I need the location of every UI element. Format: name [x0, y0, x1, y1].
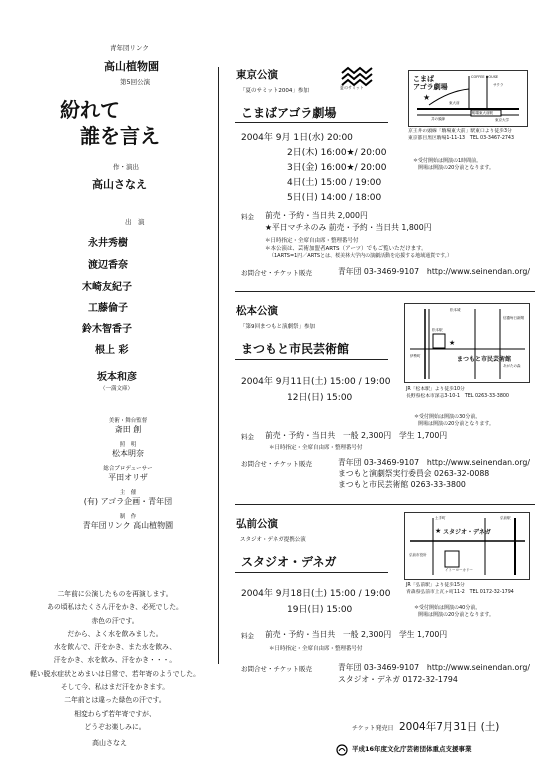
- cast-member: 渡辺香奈: [88, 260, 128, 271]
- tokyo-note: ＊受付開始は開演の1時間前。: [413, 158, 482, 164]
- poem-line: どうぞお楽しみに。: [84, 722, 146, 731]
- credit-role: 照 明: [119, 442, 137, 448]
- hirosaki-label: 弘前公演: [236, 518, 278, 530]
- tokyo-date-row: 2日(木) 16:00★/ 20:00: [287, 148, 387, 158]
- tokyo-date-row: 2004年 9月 1日(水) 20:00: [241, 133, 353, 143]
- map-label: 弘前駅: [500, 516, 511, 520]
- hirosaki-price-note: ＊日時指定・全席自由席・整理番号付: [269, 646, 363, 652]
- guest-affiliation: （一満文庫）: [100, 386, 134, 392]
- matsumoto-venue-underline: [235, 359, 388, 360]
- matsumoto-contact: まつもと市民芸術館 0263-33-3800: [338, 480, 466, 489]
- tokyo-contact-label: お問合せ・チケット販売: [241, 269, 312, 277]
- matsumoto-contact: まつもと演劇祭実行委員会 0263-32-0088: [338, 469, 490, 478]
- credit-name: 松本明奈: [112, 449, 144, 458]
- hirosaki-date-row: 2004年 9月18日(土) 15:00 / 19:00: [241, 589, 391, 599]
- map-label: 松本駅: [432, 328, 443, 332]
- ticket-release-date: 2004年7月31日 (土): [399, 721, 500, 733]
- hirosaki-venue-underline: [235, 572, 388, 573]
- poem-line: そして今、私はまだ汗をかきます。: [60, 683, 170, 692]
- matsumoto-venue: まつもと市民芸術館: [241, 342, 350, 356]
- map-label: 井の頭線: [431, 117, 445, 121]
- star-icon: ★: [435, 527, 442, 535]
- map-label: COFFEE HOUSE: [471, 75, 499, 79]
- matsumoto-address: 長野県松本市深志3-10-1 TEL 0263-33-3800: [406, 394, 509, 399]
- matsumoto-label: 松本公演: [236, 305, 278, 317]
- tokyo-price-note: ＊本公演は、芸術加盟者ARTS（アーツ）でもご覧いただけます。: [265, 246, 427, 252]
- poem-line: 汗をかき、水を飲み、汗をかき・・・。: [53, 656, 177, 665]
- hirosaki-contact: スタジオ・デネガ 0172-32-1794: [338, 675, 458, 684]
- map-label: 駒場東大前駅: [472, 111, 493, 115]
- credit-name: (有) アゴラ企画・青年団: [83, 497, 173, 506]
- support-text: 平成16年度文化庁芸術団体重点支援事業: [352, 745, 472, 753]
- cast-member: 工藤倫子: [88, 303, 128, 314]
- cast-header: 出 演: [125, 218, 145, 226]
- section-divider: [235, 291, 535, 292]
- poem-line: 水を飲んで、汗をかき、また水を飲み、: [53, 643, 177, 652]
- map-label: 弘前市役所: [409, 553, 427, 557]
- matsumoto-map: [404, 303, 530, 383]
- tokyo-festival: 「夏のサミット2004」参加: [240, 88, 309, 94]
- author-role: 作・演出: [113, 163, 139, 171]
- guest-cast-name: 坂本和彦: [97, 372, 137, 383]
- hirosaki-price-label: 料金: [241, 632, 254, 640]
- tokyo-address: 東京都目黒区駒場1-11-13 TEL 03-3467-2743: [408, 136, 515, 141]
- tokyo-date-row: 4日(土) 15:00 / 19:00: [287, 178, 382, 188]
- matsumoto-note: 開場は開演の20分前となります。: [418, 421, 494, 427]
- hirosaki-contact[interactable]: 青年団 03-3469-9107 http://www.seinendan.org/: [338, 663, 530, 672]
- map-label: 東京大学: [495, 118, 509, 122]
- hirosaki-note: 開場は開演の20分前となります。: [418, 612, 494, 618]
- credit-role: 制 作: [119, 514, 137, 520]
- agency-logo: [336, 741, 348, 753]
- credit-name: 平田オリザ: [108, 473, 148, 482]
- cast-member: 鈴木智香子: [82, 324, 132, 335]
- poem-line: あの頃私はたくさん汗をかき、必死でした。: [47, 603, 183, 612]
- hirosaki-address: 青森県弘前市上瓦ヶ町11-2 TEL 0172-32-1794: [406, 590, 514, 595]
- company-name: 青年団リンク: [110, 44, 149, 52]
- map-label: あがたの森: [503, 364, 521, 368]
- agency-logo-icon: [336, 744, 348, 756]
- matsumoto-access: JR「松本駅」より徒歩10分: [406, 387, 465, 392]
- credit-role: 美術・舞台監督: [108, 418, 148, 424]
- tokyo-price-note: ＊日時指定・全席自由席・整理番号付: [265, 238, 359, 244]
- poem-block: [20, 588, 210, 734]
- tokyo-venue-underline: [235, 122, 388, 123]
- play-title-line2: 誰を言え: [80, 124, 160, 148]
- map-label: 信濃毎日新聞: [503, 316, 524, 320]
- tokyo-access: 京王井の頭線「駒場東大前」駅東口より徒歩3分: [408, 129, 512, 134]
- credit-name: 青年団リンク 高山植物園: [82, 521, 174, 530]
- matsumoto-date-row: 2004年 9月11日(土) 15:00 / 19:00: [241, 377, 391, 387]
- tokyo-label: 東京公演: [236, 69, 278, 81]
- tokyo-venue: こまばアゴラ劇場: [241, 106, 337, 120]
- hirosaki-map: [404, 512, 530, 580]
- tokyo-price: ★平日マチネのみ 前売・予約・当日共 1,800円: [265, 223, 432, 232]
- map-label: 東大前: [449, 101, 460, 105]
- map-label: イトーヨーカドー: [445, 568, 473, 572]
- summit-logo: [340, 66, 376, 92]
- hirosaki-festival: スタジオ・デネガ提携公演: [240, 537, 306, 543]
- hirosaki-map-venue: スタジオ・デネガ: [443, 529, 491, 536]
- matsumoto-festival: 「第9回まつもと演劇祭」参加: [240, 324, 316, 330]
- tokyo-note: 開場は開演の20分前となります。: [418, 165, 494, 171]
- tokyo-map-venue: こまば アゴラ劇場: [413, 75, 448, 91]
- tokyo-date-row: 3日(金) 16:00★/ 20:00: [287, 163, 387, 173]
- tokyo-contact[interactable]: 青年団 03-3469-9107 http://www.seinendan.org/: [338, 267, 530, 276]
- poem-line: 相変わらず若年寄ですが、: [74, 709, 156, 718]
- cast-member: 永井秀樹: [88, 238, 128, 249]
- map-label: 土手町: [435, 516, 446, 520]
- tokyo-price: 前売・予約・当日共 2,000円: [265, 211, 368, 220]
- star-icon: ★: [449, 339, 456, 347]
- cast-member: 木崎友紀子: [82, 282, 132, 293]
- credit-role: 総合プロデューサー: [103, 466, 153, 472]
- troupe-name: 高山植物園: [104, 60, 159, 73]
- poem-line: 赤色の汗です。: [91, 616, 139, 625]
- tokyo-price-note: （1ARTS=1円／ARTSとは、桜美林大学内の演劇活動を応援する地域通貨です。）: [269, 253, 453, 259]
- map-label: 松本城: [450, 308, 461, 312]
- matsumoto-price-note: ＊日時指定・全席自由席・整理番号付: [269, 445, 363, 451]
- hirosaki-date-row: 19日(日) 15:00: [287, 605, 353, 615]
- hirosaki-contact-label: お問合せ・チケット販売: [241, 665, 312, 673]
- credit-name: 斎田 創: [114, 425, 142, 434]
- summit-logo-text: 夏のサミット: [340, 85, 364, 90]
- matsumoto-contact[interactable]: 青年団 03-3469-9107 http://www.seinendan.org/: [338, 458, 530, 467]
- poem-signature: 高山さなえ: [92, 739, 127, 747]
- tokyo-map: [408, 70, 528, 127]
- poem-line: 軽い脱水症状とめまいは日常で、若年寄のようでした。: [30, 669, 200, 678]
- hirosaki-note: ＊受付開始は開演の40分前。: [414, 605, 481, 611]
- matsumoto-price: 前売・予約・当日共 一般 2,300円 学生 1,700円: [265, 431, 448, 440]
- star-icon: ★: [423, 93, 431, 102]
- credit-role: 主 催: [119, 490, 137, 496]
- poem-line: だから、よく水を飲みました。: [67, 629, 163, 638]
- map-label: 伊勢町: [410, 354, 421, 358]
- matsumoto-date-row: 12日(日) 15:00: [287, 393, 353, 403]
- column-divider: [218, 67, 219, 664]
- hirosaki-access: JR「弘前駅」より徒歩15分: [406, 583, 465, 588]
- section-divider: [235, 504, 535, 505]
- hirosaki-price: 前売・予約・当日共 一般 2,300円 学生 1,700円: [265, 630, 448, 639]
- cast-member: 根上 彩: [95, 345, 129, 356]
- play-title-line1: 紛れて: [60, 98, 120, 122]
- tokyo-date-row: 5日(日) 14:00 / 18:00: [287, 193, 382, 203]
- credits-block: [58, 416, 198, 531]
- hirosaki-venue: スタジオ・デネガ: [241, 555, 337, 569]
- map-label: サクラ: [493, 83, 504, 87]
- poem-line: 二年前とは違った緑色の汗です。: [64, 696, 166, 705]
- author-name: 高山さなえ: [92, 178, 147, 191]
- matsumoto-map-venue: まつもと市民芸術館: [457, 356, 512, 363]
- tokyo-price-label: 料金: [241, 213, 254, 221]
- edition-label: 第5回公演: [120, 78, 151, 86]
- matsumoto-note: ＊受付開始は開演の30分前。: [414, 414, 481, 420]
- matsumoto-price-label: 料金: [241, 433, 254, 441]
- ticket-release-label: チケット発売日: [352, 725, 394, 732]
- matsumoto-contact-label: お問合せ・チケット販売: [241, 460, 312, 468]
- poem-line: 二年前に公演したものを再演します。: [57, 590, 173, 598]
